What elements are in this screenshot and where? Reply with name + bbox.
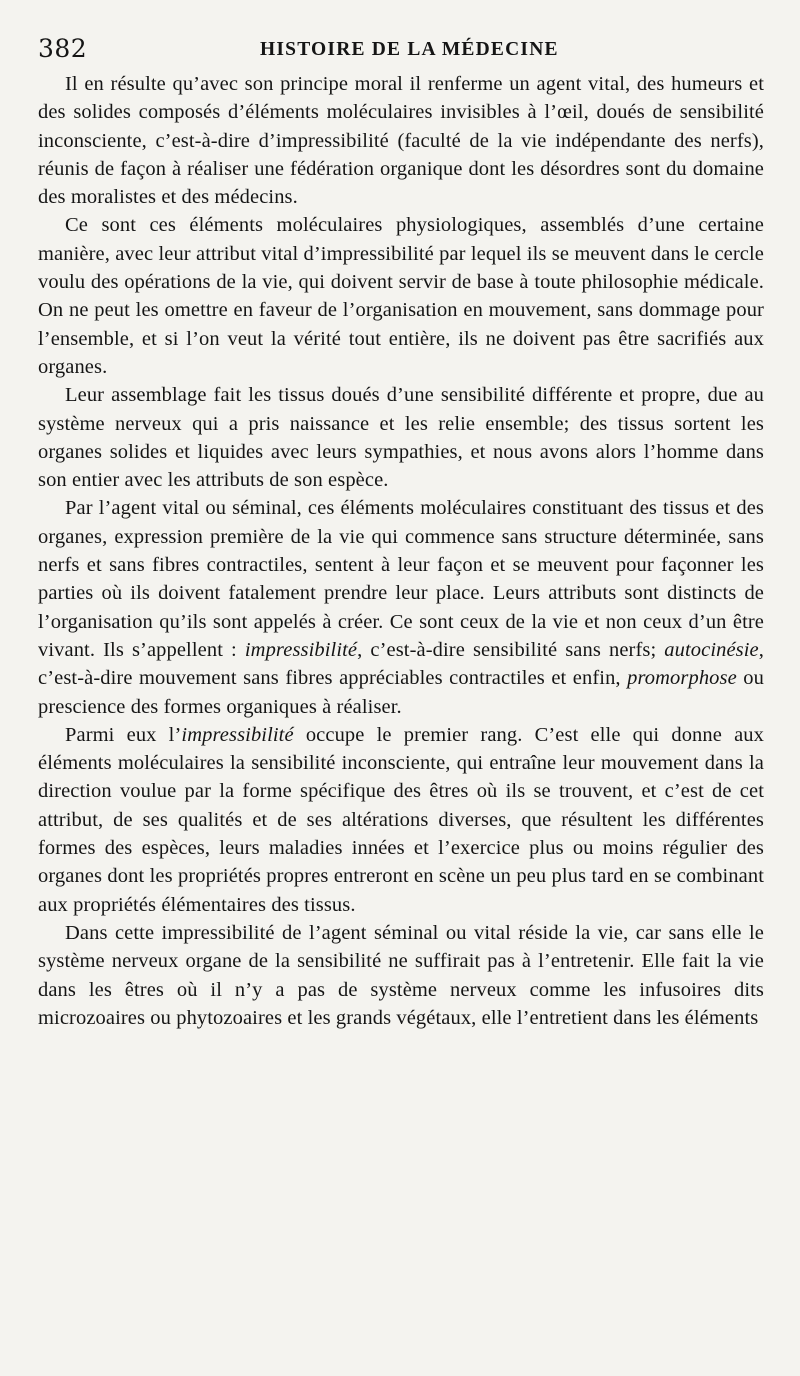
term-impressibilite: impressibilité — [244, 638, 358, 661]
paragraph-4 — [38, 494, 764, 720]
paragraph-4-text: , c’est-à-dire sensibilité sans nerfs; — [357, 638, 665, 661]
paragraph-1-text: Il en résulte qu’avec son principe moral il renferme un agent vital, des humeurs et des solides composés d’éléments moléculaires invisibles à l’œil, doués de sensibilité inconsciente, c’est-à-dire d’impressibilité (faculté de la vie indépendante des nerfs), réunis de façon à réaliser une fédération organique dont les désordres sont du domaine des moralistes et des médecins. — [38, 73, 764, 209]
paragraph-5-text: Parmi eux l’ — [65, 723, 182, 746]
paragraph-5-text: occupe le premier rang. C’est elle qui donne aux éléments moléculaires la sensibilité inconsciente, qui entraîne leur mouvement dans la direction voulue par la forme spécifique des êtres où ils se trouvent, et c’est de cet attribut, de ses qualités et de ses altérations diverses, que résultent les différentes formes des espèces, leurs maladies innées et l’exercice plus ou moins régulier des organes dont les propriétés propres entreront en scène un peu plus tard en se combinant aux propriétés élémentaires des tissus. — [38, 723, 764, 916]
paragraph-3 — [38, 381, 764, 494]
paragraph-3-text: Leur assemblage fait les tissus doués d’une sensibilité différente et propre, due au système nerveux qui a pris naissance et les relie ensemble; des tissus sortent les organes solides et liquides avec leurs sympathies, et nous avons alors l’homme dans son entier avec les attributs de son espèce. — [38, 384, 764, 492]
paragraph-2-text: Ce sont ces éléments moléculaires physiologiques, assemblés d’une certaine manière, avec leur attribut vital d’impressibilité par lequel ils se meuvent dans le cercle voulu des opérations de la vie, qui doivent servir de base à toute philosophie médicale. On ne peut les omettre en faveur de l’organisation en mouvement, sans dommage pour l’ensemble, et si l’on veut la vérité tout entière, ils ne doivent pas être sacrifiés aux organes. — [38, 214, 764, 378]
paragraph-1 — [38, 70, 764, 211]
paragraph-5 — [38, 721, 764, 919]
paragraph-4-text: Par l’agent vital ou séminal, ces éléments moléculaires constituant des tissus et des organes, expression première de la vie qui commence sans structure déterminée, sans nerfs et sans fibres contractiles, sentent à leur façon et se meuvent pour façonner les parties où ils doivent fatalement prendre leur place. Leurs attributs sont distincts de l’organisation qu’ils sont appelés à créer. Ce sont ceux de la vie et non ceux d’un être vivant. Ils s’appellent : — [38, 497, 764, 661]
term-impressibilite: impressibilité — [181, 723, 294, 746]
paragraph-6 — [38, 919, 764, 1032]
term-autocinesie: autocinésie — [664, 638, 759, 661]
running-head — [38, 34, 764, 68]
term-promorphose: promorphose — [627, 667, 737, 690]
paragraph-4-text: ou prescience des formes organiques à réaliser. — [38, 667, 764, 718]
paragraph-2 — [38, 211, 764, 381]
paragraph-6-text: Dans cette impressibilité de l’agent séminal ou vital réside la vie, car sans elle le système nerveux organe de la sensibilité ne suffirait pas à l’entretenir. Elle fait la vie dans les êtres où il n’y a pas de système nerveux comme les infusoires dits microzoaires ou phytozoaires et les grands végétaux, elle l’entretient dans les éléments — [38, 921, 764, 1029]
page-number: 382 — [38, 34, 88, 63]
paragraph-4-text: , c’est-à-dire mouvement sans fibres appréciables contractiles et enfin, — [38, 638, 764, 690]
running-title: HISTOIRE DE LA MÉDECINE — [260, 39, 559, 60]
body-text — [38, 70, 764, 1032]
